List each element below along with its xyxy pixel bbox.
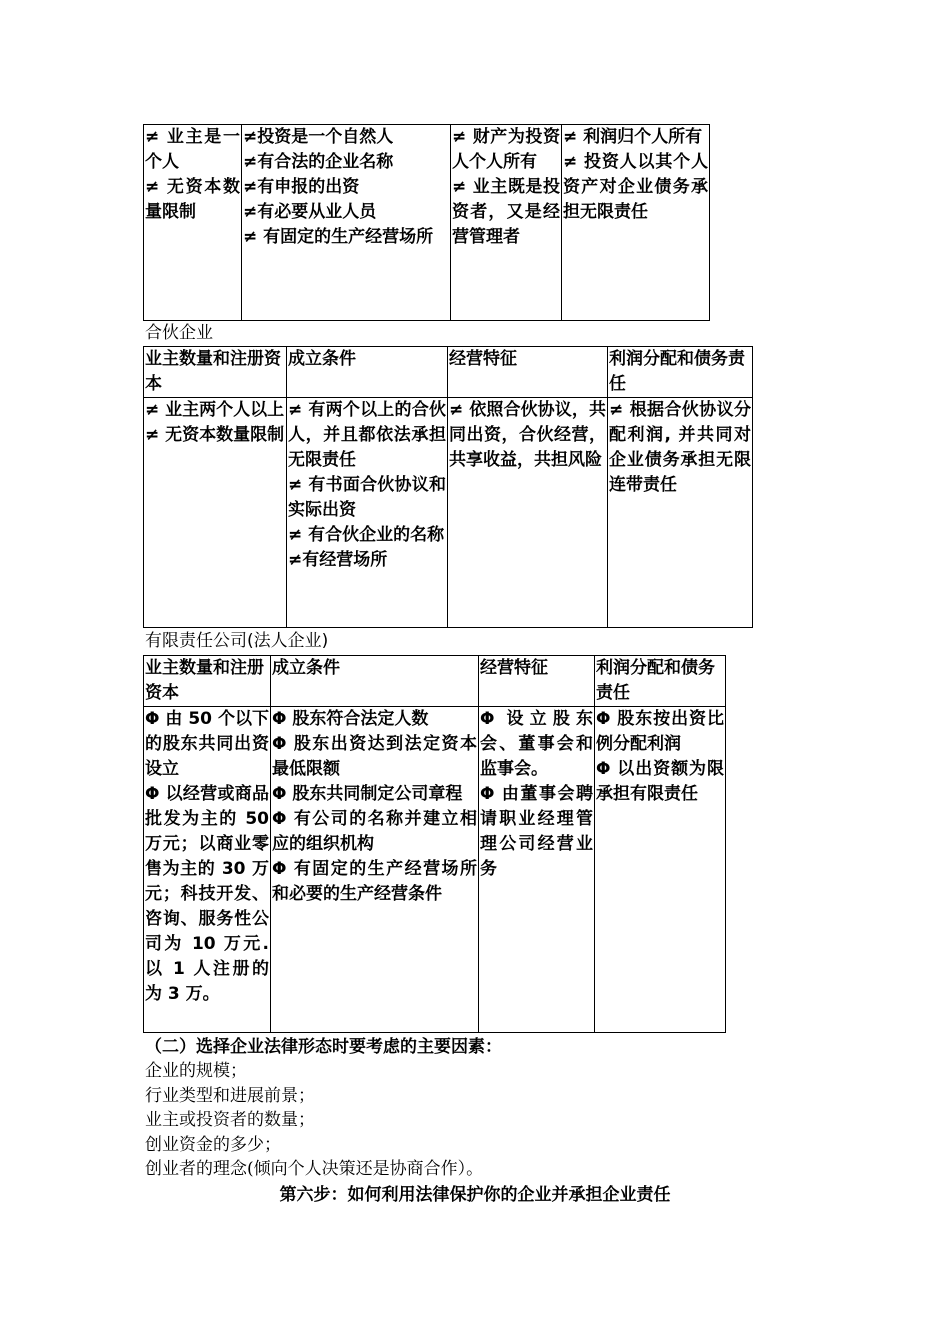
llc-label: 有限责任公司(法人企业): [145, 631, 329, 651]
table-header-row: [144, 347, 753, 398]
table-row: [144, 398, 753, 628]
header-cell: 成立条件: [271, 656, 479, 707]
table-row: [144, 125, 710, 321]
partnership-label: 合伙企业: [145, 323, 213, 343]
header-cell: 业主数量和注册资本: [144, 347, 287, 398]
section-heading: 第六步：如何利用法律保护你的企业并承担企业责任: [279, 1185, 671, 1205]
profit-cell: ≠ 根据合伙协议分配利润, 并共同对企业债务承担无限连带责任: [608, 398, 753, 628]
profit-cell: ≠ 利润归个人所有 ≠ 投资人以其个人资产对企业债务承担无限责任: [562, 125, 710, 321]
header-cell: 利润分配和债务责任: [595, 656, 726, 707]
list-item: 创业资金的多少；: [145, 1135, 281, 1155]
header-cell: 经营特征: [448, 347, 608, 398]
operation-cell: ≠ 财产为投资人个人所有 ≠ 业主既是投资者，又是经营管理者: [451, 125, 562, 321]
conditions-cell: ≠投资是一个自然人 ≠有合法的企业名称 ≠有申报的出资 ≠有必要从业人员 ≠ 有固定的生产经营场所: [242, 125, 451, 321]
partnership-table: [143, 346, 753, 628]
operation-cell: Φ 设立股东会、董事会和监事会。 Φ 由董事会聘请职业经理管理公司经营业务: [479, 707, 595, 1033]
owner-cell: ≠ 业主两个人以上 ≠ 无资本数量限制: [144, 398, 287, 628]
header-cell: 经营特征: [479, 656, 595, 707]
header-cell: 成立条件: [287, 347, 448, 398]
owner-cell: ≠ 业主是一个人 ≠ 无资本数量限制: [144, 125, 242, 321]
list-item: 创业者的理念(倾向个人决策还是协商合作）。: [145, 1159, 484, 1179]
header-cell: 业主数量和注册资本: [144, 656, 271, 707]
table-row: [144, 707, 726, 1033]
operation-cell: ≠ 依照合伙协议，共同出资，合伙经营，共享收益，共担风险: [448, 398, 608, 628]
header-cell: 利润分配和债务责任: [608, 347, 753, 398]
owner-cell: Φ 由 50 个以下的股东共同出资设立 Φ 以经营或商品批发为主的 50 万元；以商业零售为主的 30 万元；科技开发、咨询、服务性公司为 10 万元.以 1 人注册的为 3 万。: [144, 707, 271, 1033]
factors-title: （二）选择企业法律形态时要考虑的主要因素：: [145, 1037, 502, 1057]
table-header-row: [144, 656, 726, 707]
list-item: 行业类型和进展前景；: [145, 1086, 315, 1106]
llc-table: [143, 655, 726, 1033]
conditions-cell: Φ 股东符合法定人数 Φ 股东出资达到法定资本最低限额 Φ 股东共同制定公司章程 Φ 有公司的名称并建立相应的组织机构 Φ 有固定的生产经营场所和必要的生产经营条件: [271, 707, 479, 1033]
list-item: 业主或投资者的数量；: [145, 1110, 315, 1130]
profit-cell: Φ 股东按出资比例分配利润 Φ 以出资额为限承担有限责任: [595, 707, 726, 1033]
conditions-cell: ≠ 有两个以上的合伙人，并且都依法承担无限责任 ≠ 有书面合伙协议和实际出资 ≠ 有合伙企业的名称 ≠有经营场所: [287, 398, 448, 628]
list-item: 企业的规模；: [145, 1061, 247, 1081]
sole-proprietorship-table: [143, 124, 710, 321]
